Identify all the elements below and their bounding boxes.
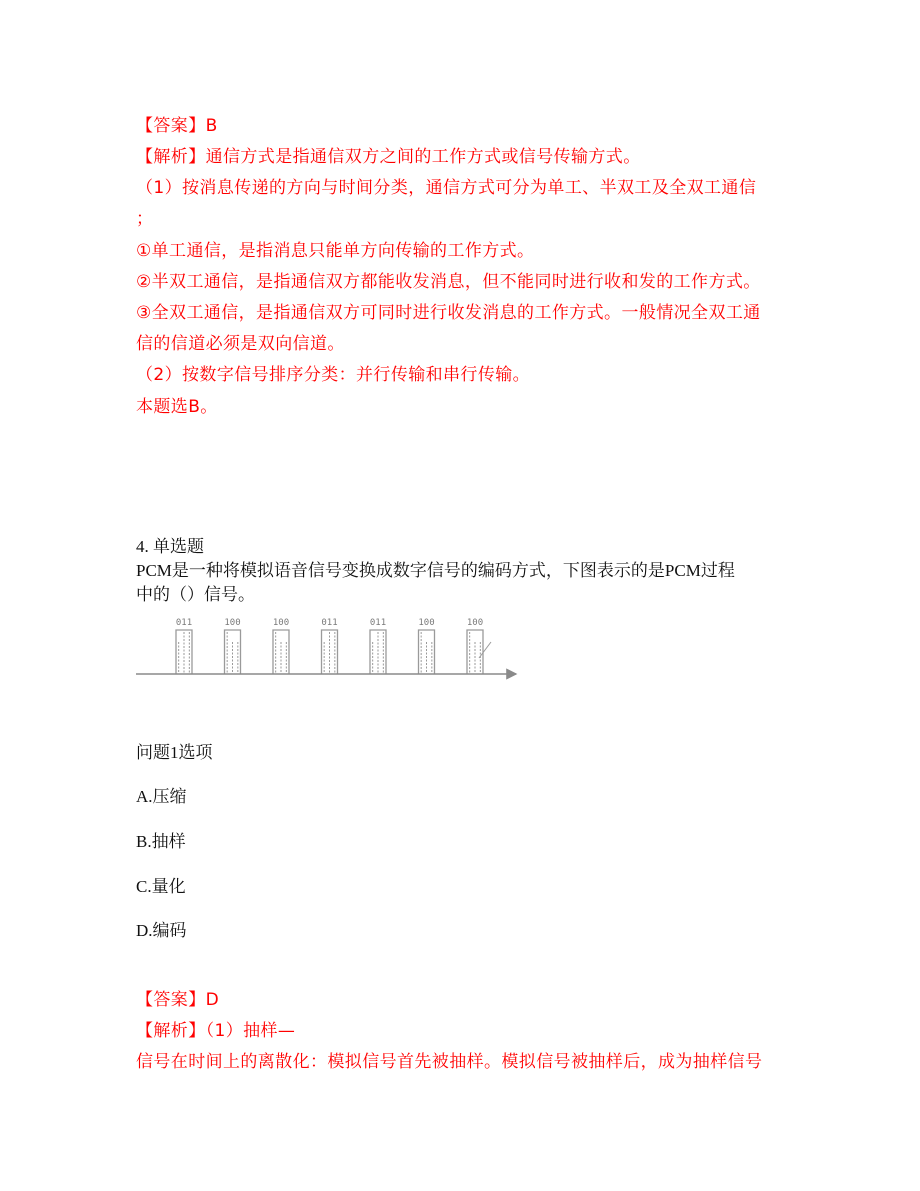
pcm-code-label: 100 — [418, 618, 435, 628]
answer2-answer-line: 【答案】D — [136, 990, 220, 1010]
option-a[interactable]: A.压缩 — [136, 787, 187, 806]
pcm-code-group — [370, 618, 386, 674]
pcm-code-label: 011 — [321, 618, 338, 628]
pcm-code-group — [418, 618, 434, 674]
pcm-pulse-group — [176, 618, 483, 674]
pcm-code-label: 100 — [466, 618, 484, 628]
pcm-code-label: 100 — [272, 618, 290, 628]
options-title: 问题1选项 — [136, 743, 213, 762]
answer1-conclusion: 本题选B。 — [136, 397, 218, 417]
answer2-analysis-title: 【解析】（1）抽样— — [136, 1021, 296, 1041]
pcm-code-group — [224, 618, 240, 674]
question4-heading: 4. 单选题 — [136, 537, 204, 556]
pcm-code-group — [321, 618, 337, 674]
pcm-code-group — [467, 618, 483, 674]
answer1-full-duplex-a: ③全双工通信，是指通信双方可同时进行收发消息的工作方式。一般情况全双工通 — [136, 303, 761, 323]
pcm-signal-figure — [136, 614, 528, 680]
answer1-point2: （2）按数字信号排序分类：并行传输和串行传输。 — [136, 365, 531, 385]
answer1-answer-line: 【答案】B — [136, 116, 218, 136]
answer1-analysis-title: 【解析】通信方式是指通信双方之间的工作方式或信号传输方式。 — [136, 147, 641, 167]
answer2-detail: 信号在时间上的离散化：模拟信号首先被抽样。模拟信号被抽样后，成为抽样信号 — [136, 1052, 763, 1072]
question4-stem-line1: PCM是一种将模拟语音信号变换成数字信号的编码方式，下图表示的是PCM过程 — [136, 561, 735, 580]
pcm-code-group — [176, 618, 192, 674]
answer1-point1: （1）按消息传递的方向与时间分类，通信方式可分为单工、半双工及全双工通信 — [136, 178, 757, 198]
pcm-code-label: 011 — [369, 618, 387, 628]
option-d[interactable]: D.编码 — [136, 921, 187, 940]
option-c[interactable]: C.量化 — [136, 877, 186, 896]
answer1-simplex: ①单工通信，是指消息只能单方向传输的工作方式。 — [136, 241, 535, 261]
answer1-full-duplex-b: 信的信道必须是双向信道。 — [136, 334, 345, 354]
pcm-code-label: 100 — [224, 618, 241, 628]
answer1-half-duplex: ②半双工通信，是指通信双方都能收发消息，但不能同时进行收和发的工作方式。 — [136, 272, 761, 292]
pcm-code-label: 011 — [175, 618, 193, 628]
answer1-point1-cont: ； — [136, 209, 154, 229]
question4-stem-line2: 中的（）信号。 — [136, 585, 255, 604]
pcm-code-group — [273, 618, 289, 674]
option-b[interactable]: B.抽样 — [136, 832, 186, 851]
